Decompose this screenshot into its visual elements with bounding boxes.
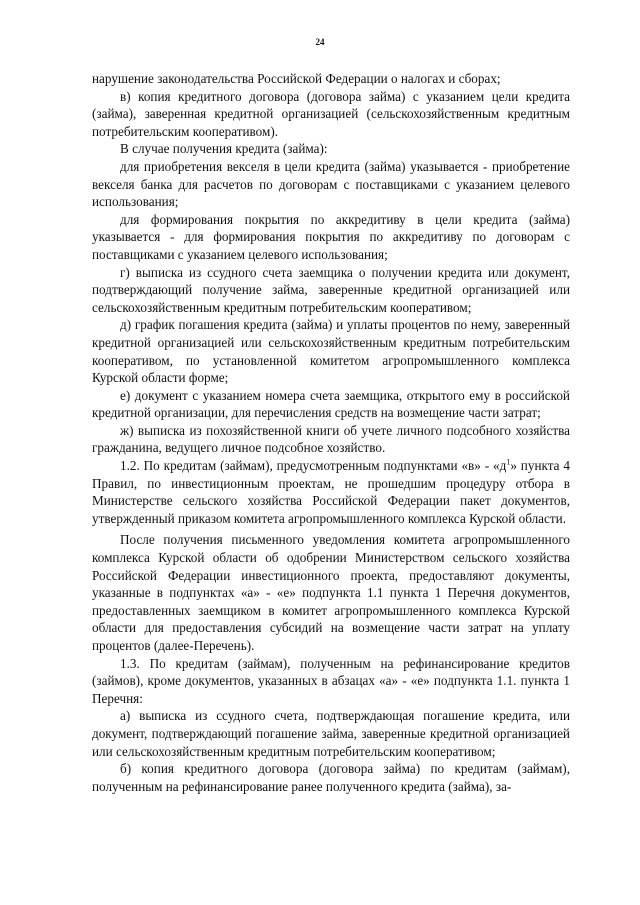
paragraph-4: для приобретения векселя в цели кредита (займа) указывается - приобретение векселя банка для расчетов по договорам с поставщиками с указанием целевого использования; xyxy=(92,158,570,210)
paragraph-11: После получения письменного уведомления комитета агропромышленного комплекса Курской области об одобрении Министерством сельского хозяйства Российской Федерации инвестиционного проекта, предоставляют документы, указанные в подпунктах «а» - «е» подпункта 1.1 пункта 1 Перечня документов, предоставленных заемщиком в комитет агропромышленного комплекса Курской области для предоставления субсидий на возмещение части затрат на уплату процентов (далее-Перечень). xyxy=(92,532,570,653)
paragraph-1: нарушение законодательства Российской Федерации о налогах и сборах; xyxy=(92,71,501,86)
paragraph-3: В случае получения кредита (займа): xyxy=(120,141,328,157)
p12-after: » пункта 4 Правил, по инвестиционным проектам, не прошедшим процедуру отбора в Министерстве сельского хозяйства Российской Федерации пакет документов, утвержденный приказом комитета агропромышленного комплекса Курской области. xyxy=(92,458,570,526)
paragraph-7: д) график погашения кредита (займа) и уплаты процентов по нему, заверенный кредитной организацией или сельскохозяйственным кредитным потребительским кооперативом, по установленной комитетом агропромышленного комплекса Курской области форме; xyxy=(92,317,570,386)
paragraph-8: е) документ с указанием номера счета заемщика, открытого ему в российской кредитной организации, для перечисления средств на возмещение части затрат; xyxy=(92,387,570,421)
p12-superscript: 1 xyxy=(506,457,511,467)
document-body xyxy=(92,70,570,795)
paragraph-13: а) выписка из ссудного счета, подтверждающая погашение кредита, или документ, подтверждающий погашение займа, заверенные кредитной организацией или сельскохозяйственным кредитным потребительским кооперативом; xyxy=(92,708,570,759)
paragraph-12: 1.3. По кредитам (займам), полученным на рефинансирование кредитов (займов), кроме документов, указанных в абзацах «а» - «е» подпункта 1.1. пункта 1 Перечня: xyxy=(92,655,570,706)
p12-before: 1.2. По кредитам (займам), предусмотренным подпунктами «в» - «д xyxy=(120,458,507,474)
page-number: 24 xyxy=(315,37,325,47)
paragraph-2: в) копия кредитного договора (договора займа) с указанием цели кредита (займа), заверенная кредитной организацией (сельскохозяйственным кредитным потребительским кооперативом). xyxy=(92,88,570,139)
paragraph-5: для формирования покрытия по аккредитиву в цели кредита (займа) указывается - для формирования покрытия по аккредитиву по договорам с поставщиками с указанием целевого использования; xyxy=(92,211,570,262)
paragraph-6: г) выписка из ссудного счета заемщика о получении кредита или документ, подтверждающий получение займа, заверенные кредитной организацией или сельскохозяйственным кредитным потребительским кооперативом; xyxy=(92,264,570,315)
paragraph-9: ж) выписка из похозяйственной книги об учете личного подсобного хозяйства гражданина, ведущего личное подсобное хозяйство. xyxy=(92,422,570,456)
paragraph-10 xyxy=(92,457,570,527)
paragraph-14: б) копия кредитного договора (договора займа) по кредитам (займам), полученным на рефинансирование ранее полученного кредита (займа), за- xyxy=(92,761,570,794)
